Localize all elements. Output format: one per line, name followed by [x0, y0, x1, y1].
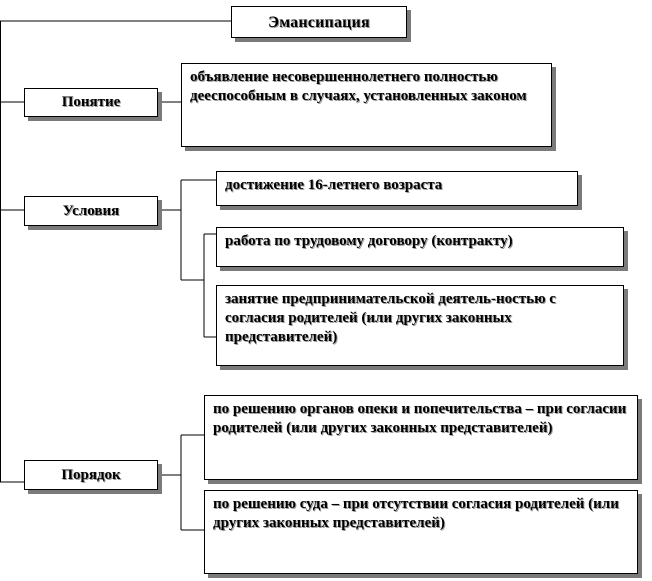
diagram-title: Эмансипация: [268, 13, 370, 31]
title-box: [231, 6, 407, 38]
concept-definition-box: [181, 63, 552, 147]
condition-text-2: работа по трудовому договору (контракту): [225, 233, 513, 249]
concept-label: Понятие: [61, 94, 121, 110]
procedure-box: [24, 460, 158, 490]
condition-box-1: [216, 171, 578, 206]
condition-text-3: занятие предпринимательской деятель-ностью с согласия родителей (или других законных представителей): [225, 291, 556, 345]
procedure-text-1: по решению органов опеки и попечительства – при согласии родителей (или других законных представителей): [213, 401, 627, 436]
conditions-box: [24, 196, 158, 226]
conditions-label: Условия: [62, 202, 120, 219]
procedure-text-2: по решению суда – при отсутствии согласия родителей (или других законных представителей): [213, 496, 619, 531]
condition-text-1: достижение 16-летнего возраста: [225, 177, 443, 193]
concept-definition-text: объявление несовершеннолетнего полностью дееспособным в случаях, установленных законом: [190, 69, 527, 104]
concept-box: [24, 88, 158, 117]
procedure-box-2: [204, 490, 638, 574]
procedure-box-1: [204, 395, 638, 480]
condition-box-2: [216, 227, 624, 267]
condition-box-3: [216, 285, 624, 366]
procedure-label: Порядок: [61, 466, 121, 483]
